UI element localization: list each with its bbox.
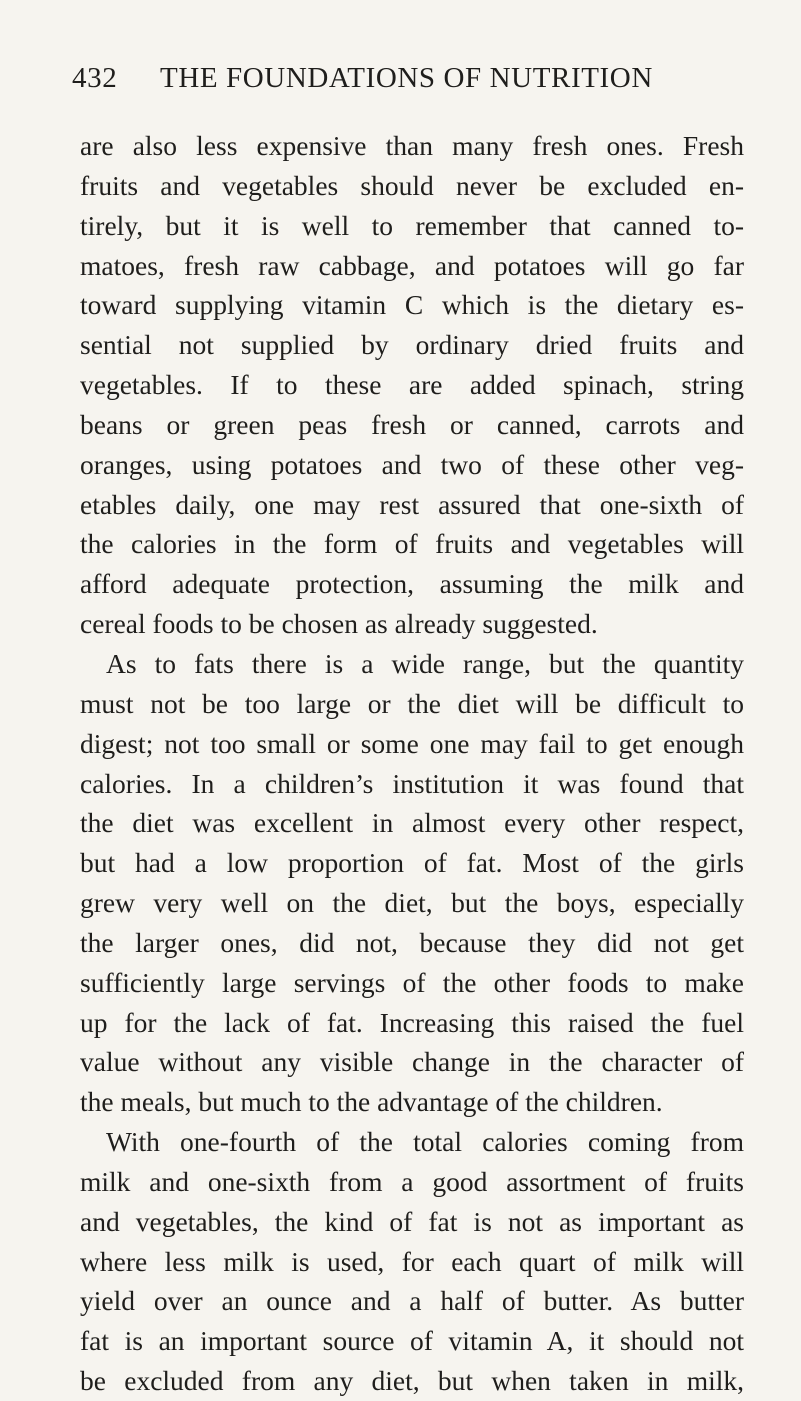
text-line: beans or green peas fresh or canned, carrots and [80,408,744,440]
text-line: toward supplying vitamin C which is the dietary es- [80,289,744,321]
text-line: where less milk is used, for each quart of milk will [80,1245,744,1277]
text-line: are also less expensive than many fresh ones. Fresh [80,130,744,161]
text-line: grew very well on the diet, but the boys, especially [80,887,744,919]
text-line: sufficiently large servings of the other foods to make [80,966,744,998]
text-line: digest; not too small or some one may fail to get enough [80,727,744,759]
text-line: matoes, fresh raw cabbage, and potatoes will go far [80,249,744,281]
text-line: sential not supplied by ordinary dried fruits and [80,329,744,361]
text-line: tirely, but it is well to remember that canned to- [80,209,744,241]
text-line: be excluded from any diet, but when taken in milk, [80,1365,744,1397]
text-line: With one-fourth of the total calories coming from [106,1126,744,1158]
text-line: cereal foods to be chosen as already suggested. [80,608,598,640]
body-text [80,126,744,1401]
text-line: value without any visible change in the character of [80,1046,744,1078]
running-head [72,62,752,102]
running-head-title: THE FOUNDATIONS OF NUTRITION [160,62,653,94]
page-number: 432 [72,62,118,94]
text-line: up for the lack of fat. Increasing this raised the fuel [80,1006,744,1038]
text-line: milk and one-sixth from a good assortment of fruits [80,1165,744,1197]
text-line: yield over an ounce and a half of butter. As butter [80,1285,744,1317]
text-line: fruits and vegetables should never be excluded en- [80,169,744,201]
text-line: vegetables. If to these are added spinach, string [80,369,744,401]
text-line: calories. In a children’s institution it was found that [80,767,744,799]
text-line: oranges, using potatoes and two of these other veg- [80,448,744,480]
text-line: the larger ones, did not, because they did not get [80,926,744,958]
text-line: the diet was excellent in almost every other respect, [80,807,744,839]
text-line: the calories in the form of fruits and vegetables will [80,528,744,560]
text-line: afford adequate protection, assuming the milk and [80,568,744,600]
text-line: and vegetables, the kind of fat is not as important as [80,1205,744,1237]
text-line: As to fats there is a wide range, but the quantity [106,647,744,679]
text-line: must not be too large or the diet will be difficult to [80,687,744,719]
text-line: the meals, but much to the advantage of the children. [80,1086,663,1118]
text-line: etables daily, one may rest assured that one-sixth of [80,488,744,520]
text-line: fat is an important source of vitamin A, it should not [80,1325,744,1357]
text-line: but had a low proportion of fat. Most of the girls [80,847,744,879]
